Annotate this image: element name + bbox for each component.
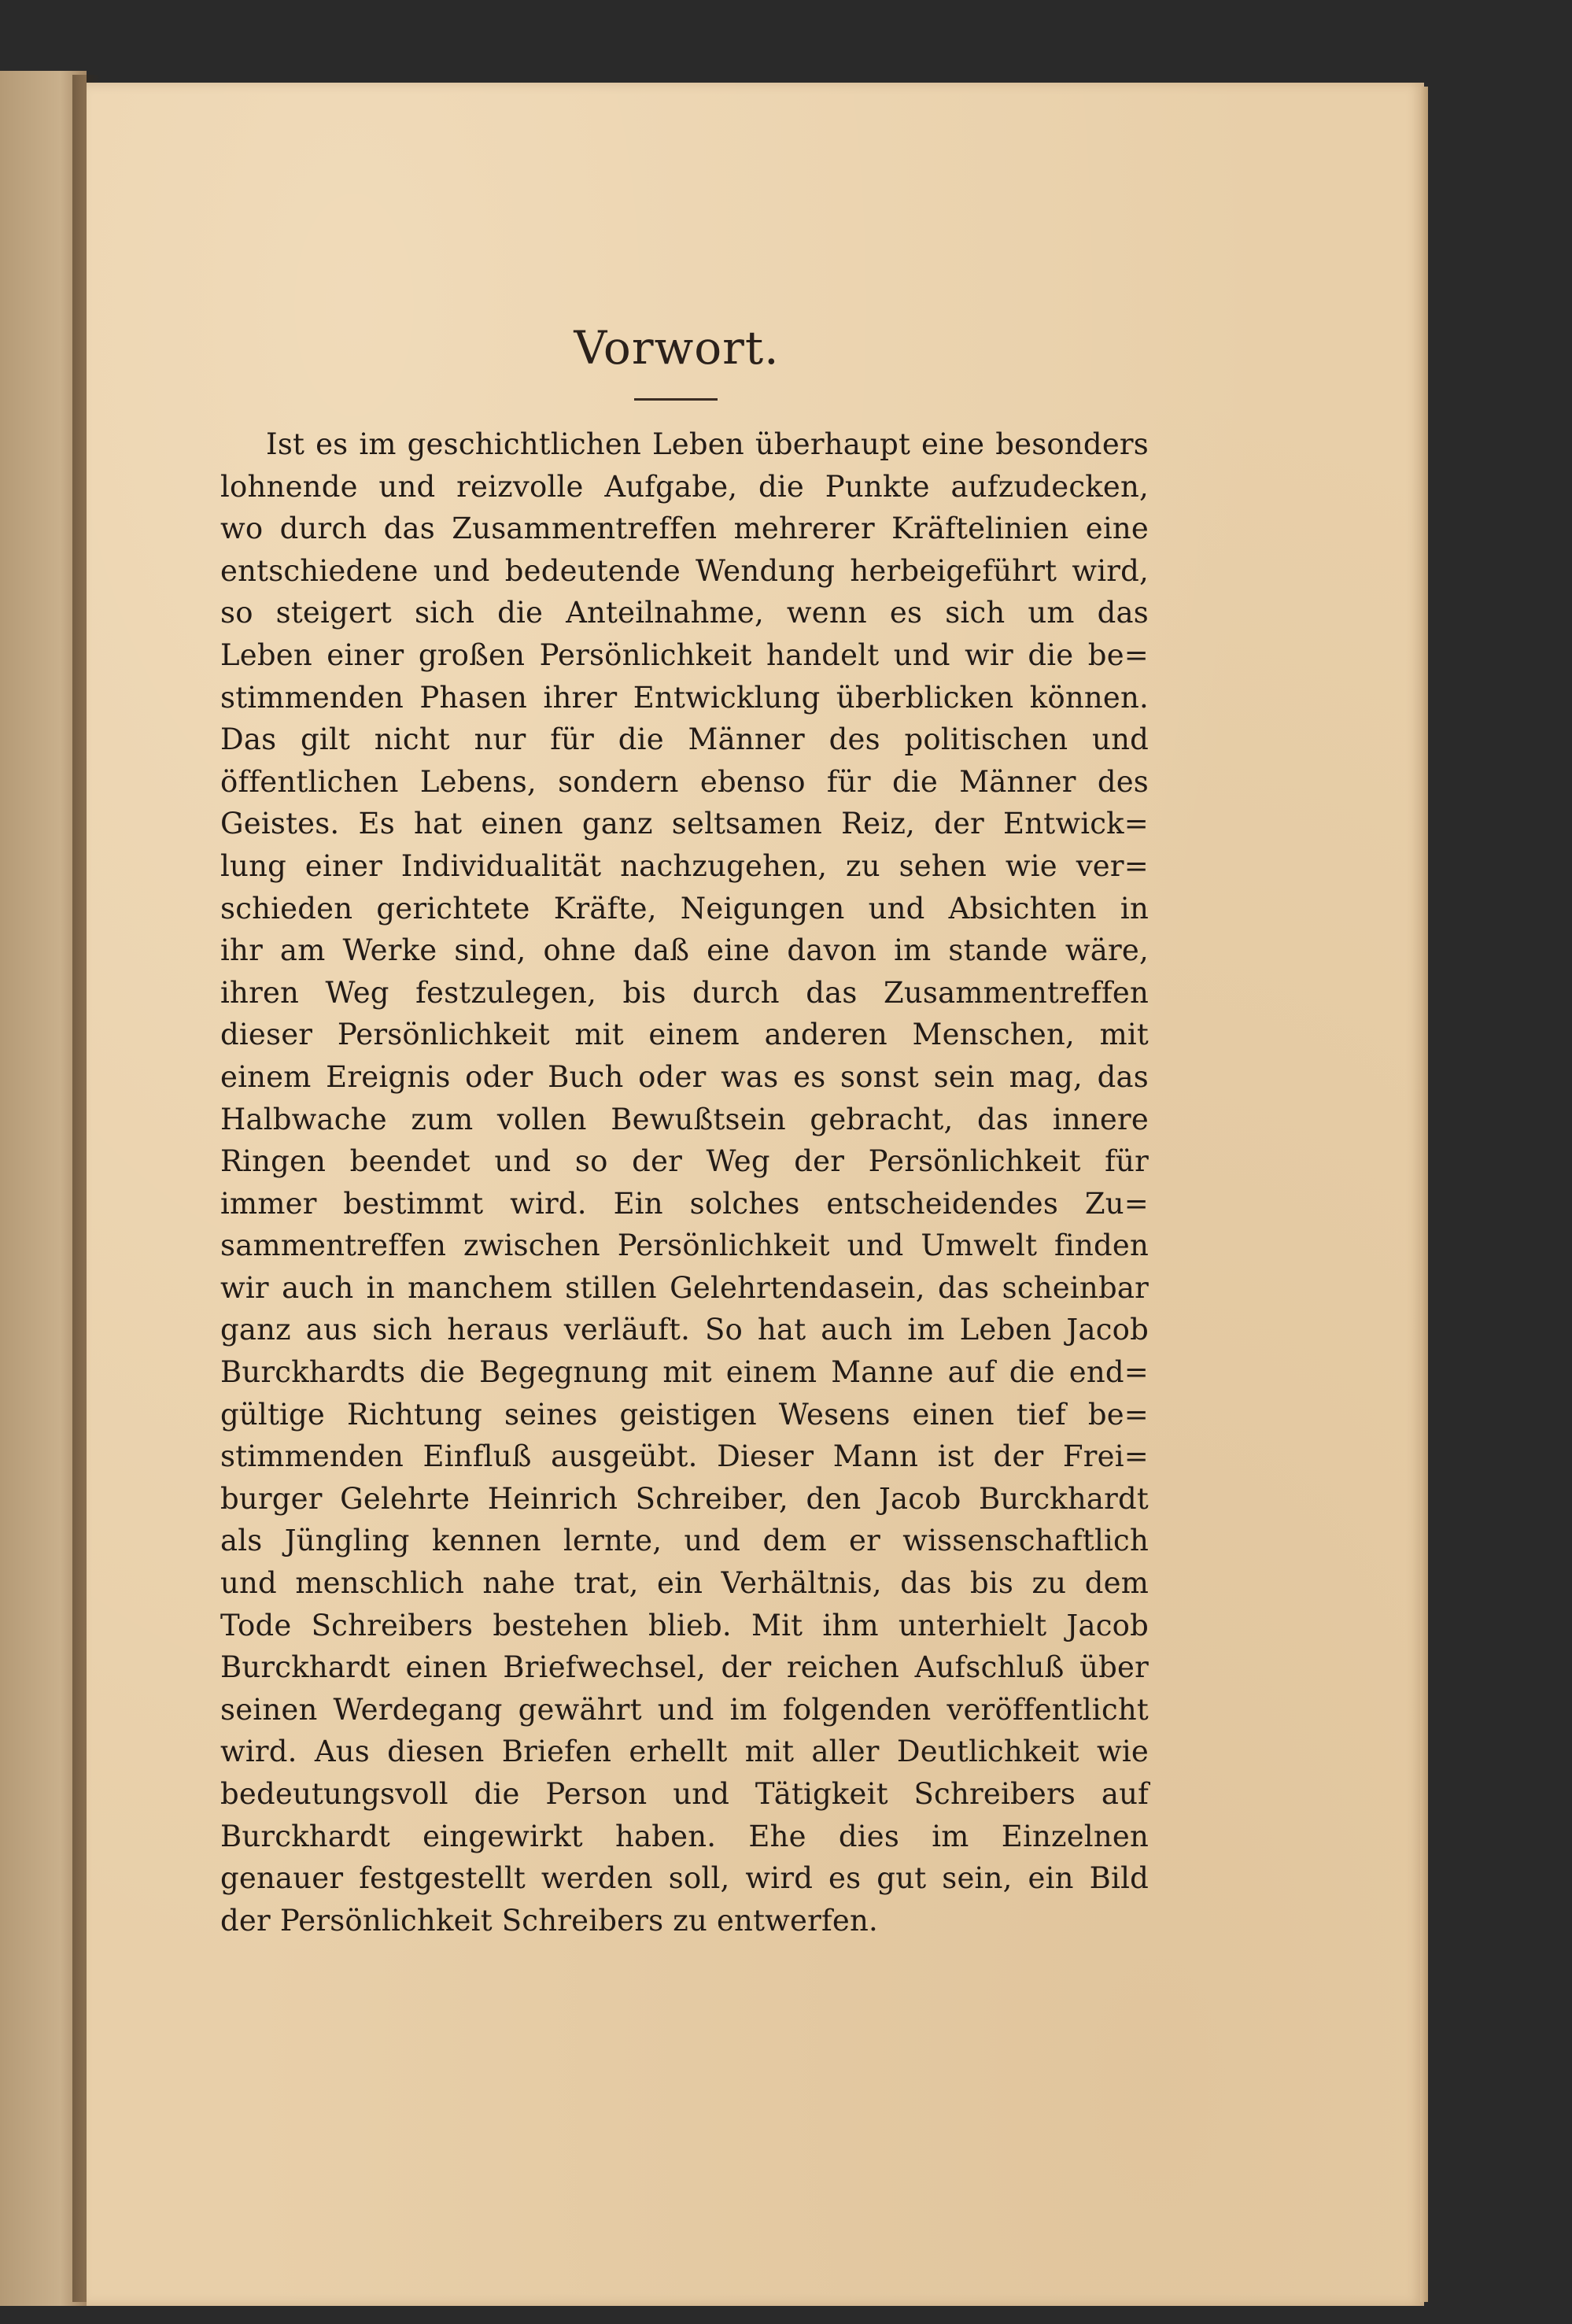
text-line: lohnende und reizvolle Aufgabe, die Punkte aufzudecken, [220, 469, 1149, 504]
text-line: genauer festgestellt werden soll, wird es gut sein, ein Bild [220, 1861, 1149, 1896]
text-line: schieden gerichtete Kräfte, Neigungen und Absichten in [220, 891, 1149, 926]
text-line: lung einer Individualität nachzugehen, zu sehen wie ver= [220, 848, 1149, 883]
text-line: ganz aus sich heraus verläuft. So hat auch im Leben Jacob [220, 1313, 1149, 1347]
text-line: so steigert sich die Anteilnahme, wenn es sich um das [220, 596, 1149, 630]
text-line: Ringen beendet und so der Weg der Persönlichkeit für [220, 1144, 1149, 1179]
text-line: Das gilt nicht nur für die Männer des politischen und [220, 722, 1149, 757]
page-edge [1420, 87, 1428, 2302]
text-line: öffentlichen Lebens, sondern ebenso für die Männer des [220, 764, 1149, 799]
text-line: stimmenden Phasen ihrer Entwicklung überblicken können. [220, 680, 1149, 715]
text-line: entschiedene und bedeutende Wendung herbeigeführt wird, [220, 553, 1149, 588]
foreword-paragraph [220, 423, 1149, 1942]
text-line: immer bestimmt wird. Ein solches entscheidendes Zu= [220, 1186, 1149, 1221]
text-line: wir auch in manchem stillen Gelehrtendasein, das scheinbar [220, 1270, 1149, 1305]
text-line: der Persönlichkeit Schreibers zu entwerfen. [220, 1903, 878, 1938]
text-line: stimmenden Einfluß ausgeübt. Dieser Mann ist der Frei= [220, 1439, 1149, 1474]
text-line: wird. Aus diesen Briefen erhellt mit aller Deutlichkeit wie [220, 1735, 1149, 1769]
text-line: bedeutungsvoll die Person und Tätigkeit Schreibers auf [220, 1777, 1149, 1811]
text-line: seinen Werdegang gewährt und im folgenden veröffentlicht [220, 1692, 1149, 1727]
page-title: Vorwort. [574, 321, 780, 375]
text-line: gültige Richtung seines geistigen Wesens einen tief be= [220, 1397, 1149, 1432]
text-line: wo durch das Zusammentreffen mehrerer Kräftelinien eine [220, 512, 1149, 546]
text-line: burger Gelehrte Heinrich Schreiber, den Jacob Burckhardt [220, 1481, 1149, 1516]
text-line: sammentreffen zwischen Persönlichkeit und Umwelt finden [220, 1229, 1149, 1263]
text-line: ihren Weg festzulegen, bis durch das Zusammentreffen [220, 975, 1149, 1010]
text-line: Ist es im geschichtlichen Leben überhaupt eine besonders [266, 427, 1149, 461]
text-line: Burckhardt eingewirkt haben. Ehe dies im Einzelnen [220, 1819, 1149, 1853]
text-line: dieser Persönlichkeit mit einem anderen Menschen, mit [220, 1018, 1149, 1052]
text-line: Burckhardts die Begegnung mit einem Manne auf die end= [220, 1355, 1149, 1390]
text-line: Halbwache zum vollen Bewußtsein gebracht, das innere [220, 1102, 1149, 1136]
text-line: und menschlich nahe trat, ein Verhältnis, das bis zu dem [220, 1566, 1149, 1601]
text-line: als Jüngling kennen lernte, und dem er wissenschaftlich [220, 1524, 1149, 1558]
text-line: Tode Schreibers bestehen blieb. Mit ihm unterhielt Jacob [220, 1608, 1149, 1642]
text-line: Geistes. Es hat einen ganz seltsamen Reiz, der Entwick= [220, 807, 1149, 841]
text-line: Leben einer großen Persönlichkeit handelt und wir die be= [220, 637, 1149, 672]
text-line: ihr am Werke sind, ohne daß eine davon im stande wäre, [220, 933, 1149, 968]
text-line: einem Ereignis oder Buch oder was es sonst sein mag, das [220, 1059, 1149, 1094]
text-line: Burckhardt einen Briefwechsel, der reichen Aufschluß über [220, 1650, 1149, 1685]
title-rule [634, 398, 718, 401]
